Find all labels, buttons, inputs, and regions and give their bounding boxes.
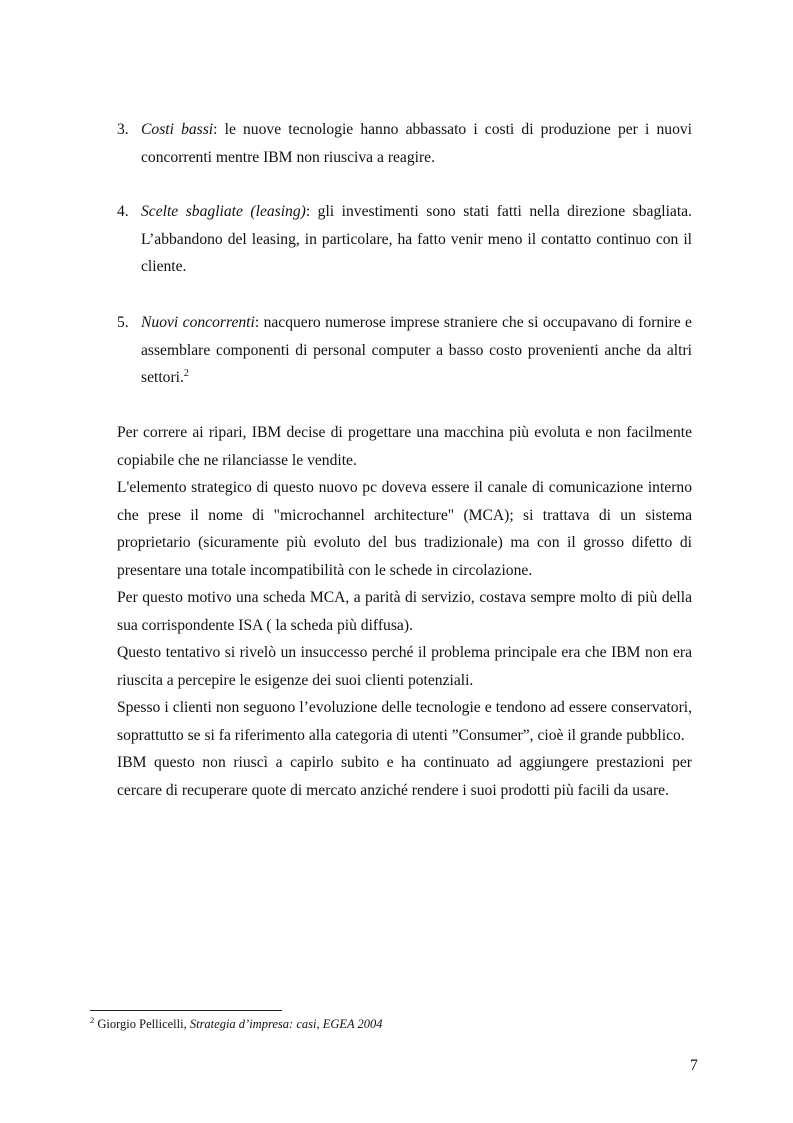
list-description: : gli investimenti sono stati fatti nella direzione sbagliata. L’abbandono del leasing, in particolare, ha fatto venir meno il contatto continuo con il cliente. — [141, 203, 692, 275]
list-item-5 — [117, 309, 692, 392]
paragraph: Spesso i clienti non seguono l’evoluzione delle tecnologie e tendono ad essere conservatori, soprattutto se si fa riferimento alla categoria di utenti ”Consumer”, cioè il grande pubblico. — [117, 699, 692, 744]
paragraph: IBM questo non riuscì a capirlo subito e ha continuato ad aggiungere prestazioni per cercare di recuperare quote di mercato anziché rendere i suoi prodotti più facili da usare. — [117, 754, 692, 799]
list-number: 4. — [117, 203, 129, 220]
footnote — [90, 1016, 690, 1032]
body-text — [117, 419, 692, 804]
list-number: 3. — [117, 121, 129, 138]
list-term: Nuovi concorrenti — [141, 314, 255, 331]
paragraph: Per correre ai ripari, IBM decise di progettare una macchina più evoluta e non facilmente copiabile che ne rilanciasse le vendite. — [117, 424, 692, 469]
footnote-marker: 2 — [90, 1015, 95, 1025]
paragraph: Questo tentativo si rivelò un insuccesso perché il problema principale era che IBM non era riuscita a percepire le esigenze dei suoi clienti potenziali. — [117, 644, 692, 689]
footnote-reference: 2 — [183, 368, 189, 379]
list-item-3 — [117, 116, 692, 171]
list-term: Costi bassi — [141, 121, 214, 138]
list-term: Scelte sbagliate (leasing) — [141, 203, 306, 220]
paragraph: L'elemento strategico di questo nuovo pc doveva essere il canale di comunicazione interno che prese il nome di "microchannel architecture" (MCA); si trattava di un sistema proprietario (sicuramente più evoluto del bus tradizionale) ma con il grosso difetto di presentare una totale incompatibilità con le schede in circolazione. — [117, 479, 692, 579]
footnote-divider — [90, 1010, 282, 1011]
list-text — [141, 309, 692, 392]
list-number: 5. — [117, 314, 129, 331]
footnote-source: Strategia d’impresa: casi, EGEA 2004 — [189, 1017, 383, 1031]
list-text — [141, 116, 692, 171]
list-text — [141, 198, 692, 281]
paragraph: Per questo motivo una scheda MCA, a parità di servizio, costava sempre molto di più della sua corrispondente ISA ( la scheda più diffusa). — [117, 589, 692, 634]
page-number: 7 — [690, 1057, 698, 1074]
list-item-4 — [117, 198, 692, 281]
list-description: : nacquero numerose imprese straniere che si occupavano di fornire e assemblare componenti di personal computer a basso costo provenienti anche da altri settori. — [141, 314, 692, 386]
list-description: : le nuove tecnologie hanno abbassato i costi di produzione per i nuovi concorrenti mentre IBM non riusciva a reagire. — [141, 121, 692, 166]
footnote-author: Giorgio Pellicelli, — [97, 1017, 190, 1031]
